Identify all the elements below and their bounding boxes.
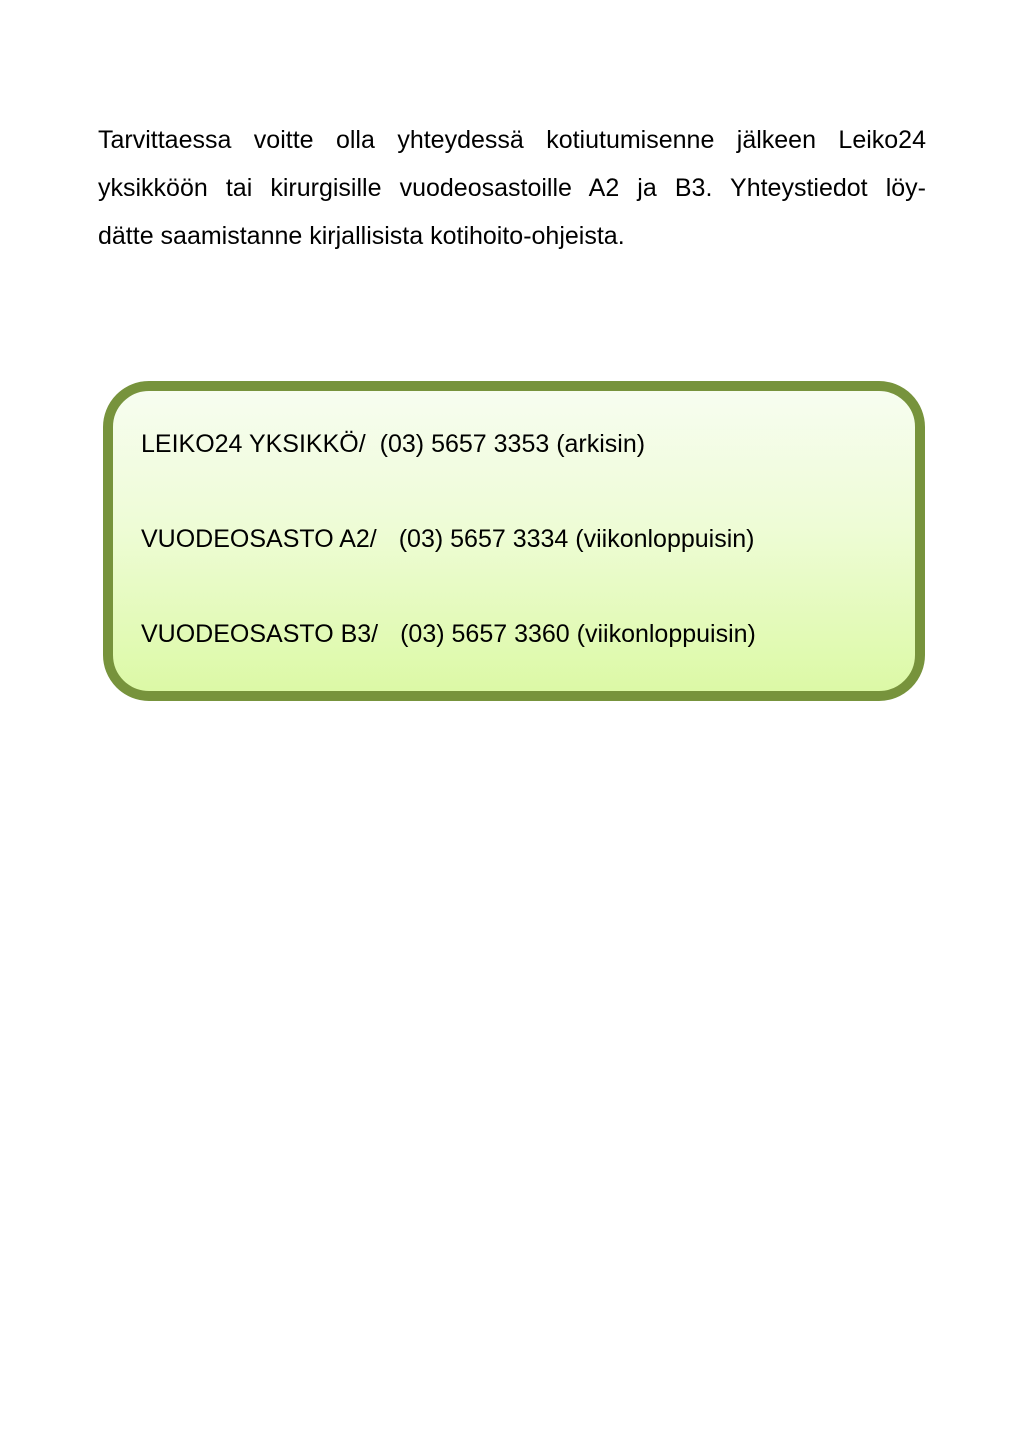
contact-phone: (03) 5657 3360 (viikonloppuisin) xyxy=(400,620,756,648)
intro-line-3: dätte saamistanne kirjallisista kotihoito-ohjeista. xyxy=(98,222,625,250)
contact-row-b3 xyxy=(141,619,756,649)
contact-unit-name: LEIKO24 YKSIKKÖ/ xyxy=(141,430,366,458)
contact-row-leiko24 xyxy=(141,429,645,459)
contact-row-a2 xyxy=(141,524,755,554)
contact-unit-name: VUODEOSASTO A2/ xyxy=(141,525,377,553)
contact-phone: (03) 5657 3353 (arkisin) xyxy=(379,430,646,458)
intro-line-1: Tarvittaessa voitte olla yhteydessä kotiutumisenne jälkeen Leiko24 xyxy=(98,126,926,154)
intro-line-2: yksikköön tai kirurgisille vuodeosastoille A2 ja B3. Yhteystiedot löy- xyxy=(98,174,926,202)
contact-info-box xyxy=(103,381,925,701)
intro-paragraph xyxy=(98,116,926,260)
contact-phone: (03) 5657 3334 (viikonloppuisin) xyxy=(398,525,755,553)
contact-unit-name: VUODEOSASTO B3/ xyxy=(141,620,379,648)
